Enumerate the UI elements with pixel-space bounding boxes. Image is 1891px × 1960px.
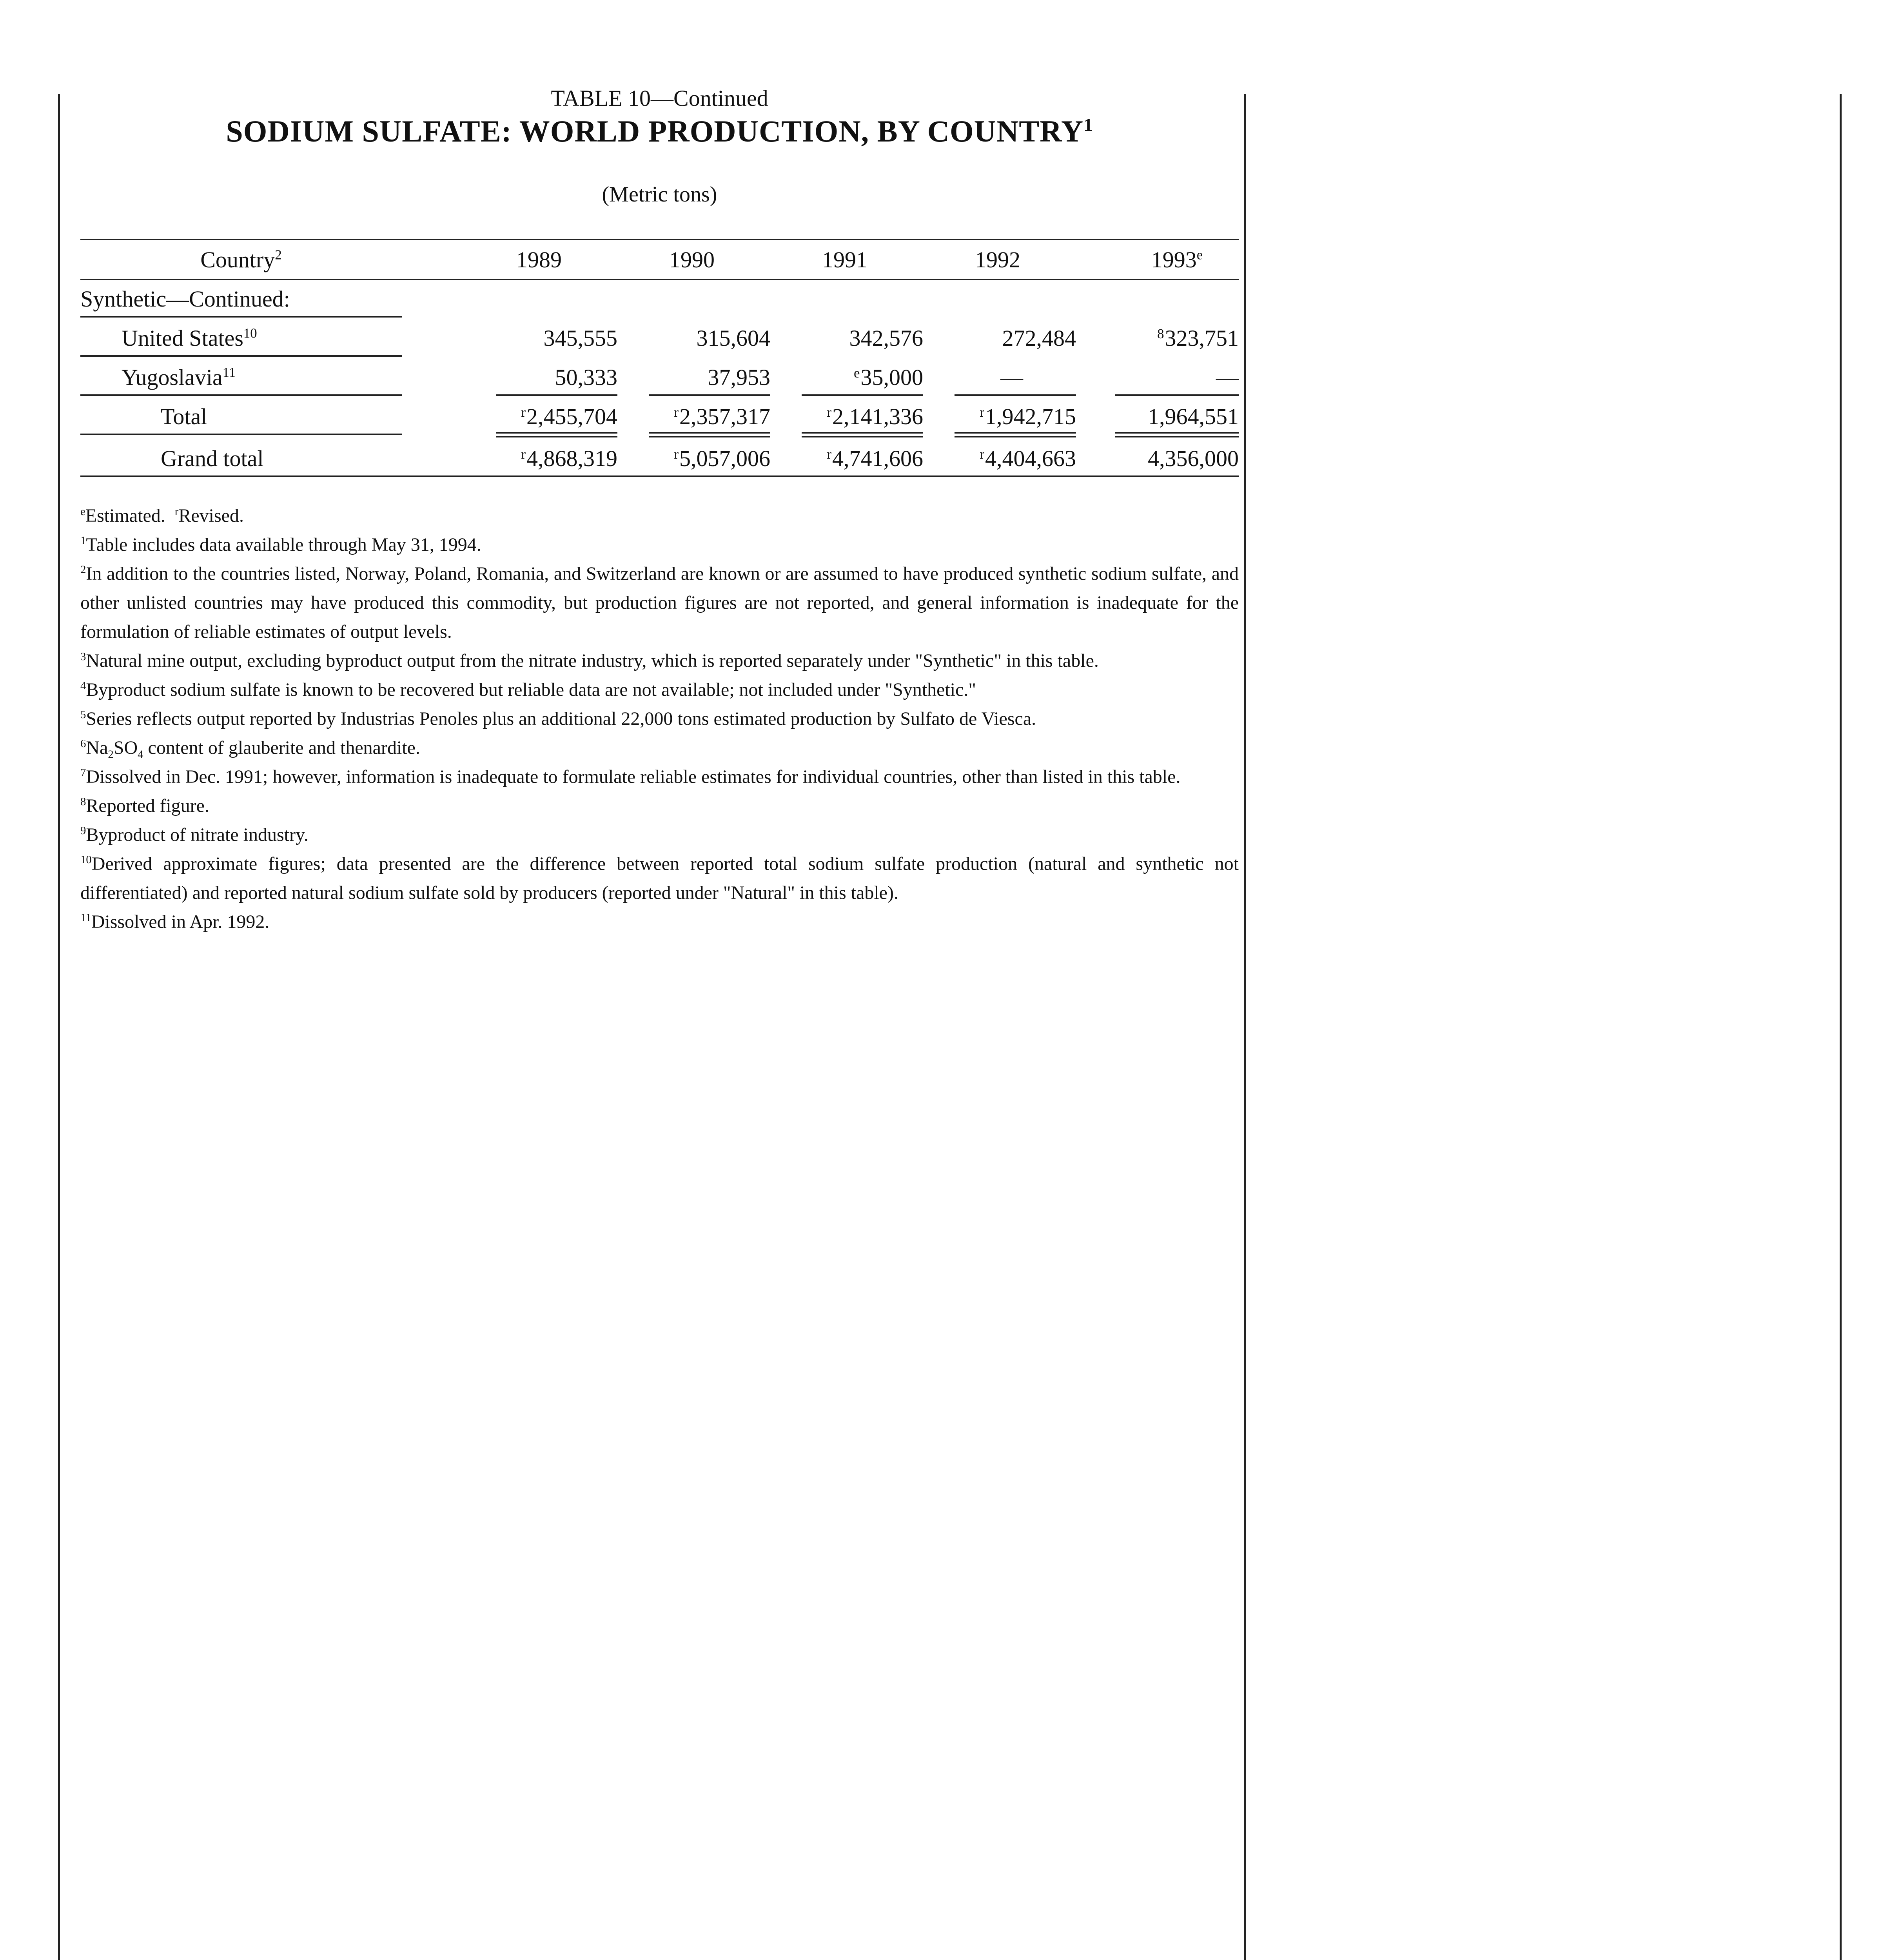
- value-mark: r: [827, 404, 831, 420]
- value-text: 1,942,715: [985, 404, 1076, 429]
- value-text: —: [1216, 365, 1239, 390]
- value-text: 4,741,606: [832, 446, 923, 471]
- value-text: 4,868,319: [526, 446, 617, 471]
- value-mark: r: [980, 404, 984, 420]
- row-underline: [80, 355, 402, 357]
- footnote-text: Derived approximate figures; data presented are the difference between reported total sodium sulfate production (natural and synthetic not differentiated) and reported natural sodium sulfate sold by producers (reported under "Natural" in this table).: [80, 853, 1239, 903]
- grand-total-rule: [1115, 436, 1239, 437]
- footnote: [80, 820, 1239, 849]
- footnote: [80, 559, 1239, 646]
- value-1990: [641, 324, 770, 356]
- footnote: [80, 646, 1239, 675]
- year-header-1990: 1990: [669, 247, 715, 272]
- footnote-number: 9: [80, 824, 86, 837]
- table-unit: (Metric tons): [602, 182, 717, 207]
- value-text: 50,333: [555, 365, 617, 390]
- country-header-footnote-ref: 2: [275, 247, 282, 263]
- data-table: [80, 239, 1239, 490]
- value-1993: [1100, 403, 1239, 434]
- footnote: [80, 530, 1239, 559]
- footnote-text: Byproduct of nitrate industry.: [86, 824, 309, 845]
- value-1991: [794, 403, 923, 434]
- row-underline: [80, 434, 402, 435]
- footnote-number: 5: [80, 708, 86, 721]
- section-label: Synthetic—Continued:: [80, 286, 290, 312]
- footnote-number: 8: [80, 795, 86, 808]
- footnote-number: 1: [80, 534, 86, 547]
- value-1992: [947, 363, 1076, 395]
- section-underline: [80, 316, 402, 318]
- table-number: TABLE 10—Continued: [551, 85, 768, 111]
- value-text: 35,000: [860, 365, 923, 390]
- value-mark: 8: [1157, 326, 1164, 341]
- value-text: 2,455,704: [526, 404, 617, 429]
- footnote-number: 2: [80, 563, 86, 576]
- value-text: 315,604: [696, 325, 770, 351]
- value-1991: [794, 363, 923, 395]
- table-bottom-rule: [80, 475, 1239, 477]
- footnote: [80, 704, 1239, 733]
- estimated-mark: e: [80, 505, 85, 518]
- footnote: [80, 733, 1239, 762]
- country-header-label: Country: [200, 247, 275, 272]
- value-text: 323,751: [1165, 325, 1239, 351]
- grand-total-rule: [649, 432, 770, 434]
- value-text: 4,356,000: [1148, 446, 1239, 471]
- footnote-number: 10: [80, 853, 92, 866]
- left-margin-rule: [58, 94, 60, 1960]
- formula-sub: 4: [138, 748, 143, 761]
- footnote-text: Dissolved in Dec. 1991; however, information is inadequate to formulate reliable estimates for individual countries, other than listed in this table.: [86, 766, 1181, 787]
- subtotal-rule: [802, 394, 923, 396]
- value-text: 2,357,317: [679, 404, 770, 429]
- country-name-text: United States: [122, 325, 243, 351]
- footnote: [80, 791, 1239, 820]
- value-text: 345,555: [543, 325, 617, 351]
- grand-total-rule: [955, 436, 1076, 437]
- total-label: Total: [161, 404, 207, 429]
- subtotal-rule: [1115, 394, 1239, 396]
- value-1989: [488, 363, 617, 395]
- footnote-number: 3: [80, 650, 86, 663]
- year-header-1991: 1991: [822, 247, 867, 272]
- subtotal-rule: [955, 394, 1076, 396]
- value-1989: [488, 403, 617, 434]
- value-mark: r: [521, 404, 526, 420]
- value-text: 1,964,551: [1148, 404, 1239, 429]
- footnote: [80, 762, 1239, 791]
- value-text: 5,057,006: [679, 446, 770, 471]
- value-text: 342,576: [849, 325, 923, 351]
- country-header: [80, 246, 402, 274]
- footnote-number: 4: [80, 679, 86, 692]
- value-1992: [947, 445, 1076, 476]
- footnote-text: content of glauberite and thenardite.: [143, 737, 420, 758]
- header-bottom-rule: [80, 279, 1239, 280]
- footnote-number: 6: [80, 737, 86, 750]
- value-1990: [641, 445, 770, 476]
- value-1989: [488, 445, 617, 476]
- value-1991: [794, 445, 923, 476]
- title-footnote-ref: 1: [1083, 115, 1093, 135]
- country-footnote-ref: 10: [243, 325, 257, 341]
- revised-text: Revised.: [178, 505, 244, 526]
- formula-so: SO: [113, 737, 138, 758]
- row-underline: [80, 394, 402, 396]
- value-1992: [947, 324, 1076, 356]
- value-mark: r: [674, 404, 679, 420]
- country-footnote-ref: 11: [222, 365, 236, 380]
- footnote-number: 11: [80, 911, 91, 924]
- column-divider-rule: [1244, 94, 1246, 1960]
- value-mark: e: [854, 365, 860, 381]
- footnote-text: In addition to the countries listed, Norway, Poland, Romania, and Switzerland are known or are assumed to have produced synthetic sodium sulfate, and other unlisted countries may have produced this commodity, but production figures are not reported, and general information is inadequate for the formulation of reliable estimates of output levels.: [80, 563, 1239, 642]
- value-text: —: [1000, 365, 1023, 390]
- footnote-text: Dissolved in Apr. 1992.: [91, 911, 270, 932]
- value-text: 4,404,663: [985, 446, 1076, 471]
- footnote-text: Table includes data available through May 31, 1994.: [86, 534, 481, 555]
- revised-mark: r: [174, 505, 179, 518]
- footnote-number: 7: [80, 766, 86, 779]
- value-1993: [1100, 324, 1239, 356]
- value-1990: [641, 363, 770, 395]
- table-top-rule: [80, 239, 1239, 240]
- year-header-1992: 1992: [975, 247, 1020, 272]
- footnote-text: Series reflects output reported by Industrias Penoles plus an additional 22,000 tons estimated production by Sulfato de Viesca.: [86, 708, 1036, 729]
- formula-na: Na: [86, 737, 108, 758]
- table-section: [80, 84, 1239, 936]
- footnote: [80, 849, 1239, 907]
- value-1989: [488, 324, 617, 356]
- formula-sub: 2: [108, 748, 114, 761]
- footnote: [80, 907, 1239, 936]
- footnote-legend: [80, 501, 1239, 530]
- value-mark: r: [827, 446, 831, 462]
- country-name: [122, 363, 236, 392]
- grand-total-rule: [649, 436, 770, 437]
- value-mark: r: [980, 446, 984, 462]
- grand-total-rule: [496, 436, 617, 437]
- value-1993: [1100, 363, 1239, 395]
- value-mark: r: [674, 446, 679, 462]
- grand-total-rule: [1115, 432, 1239, 434]
- value-1993: [1100, 445, 1239, 476]
- year-header-1989: 1989: [516, 247, 562, 272]
- year-header-1993-label: 1993: [1151, 247, 1197, 272]
- value-1992: [947, 403, 1076, 434]
- footnote-text: Reported figure.: [86, 795, 209, 816]
- value-text: 272,484: [1002, 325, 1076, 351]
- table-title: [80, 113, 1239, 150]
- value-1990: [641, 403, 770, 434]
- subtotal-rule: [649, 394, 770, 396]
- footnote-text: Byproduct sodium sulfate is known to be recovered but reliable data are not available; not included under "Synthetic.": [86, 679, 976, 700]
- grand-total-rule: [955, 432, 1076, 434]
- value-mark: r: [521, 446, 526, 462]
- value-1991: [794, 324, 923, 356]
- grand-total-rule: [802, 432, 923, 434]
- estimated-text: Estimated.: [85, 505, 165, 526]
- footnotes: [80, 501, 1239, 936]
- estimated-mark: e: [1196, 247, 1203, 263]
- table-title-text: SODIUM SULFATE: WORLD PRODUCTION, BY COUNTRY: [226, 114, 1084, 148]
- year-header-1993: [1115, 246, 1239, 274]
- country-name-text: Yugoslavia: [122, 365, 223, 390]
- grand-total-rule: [496, 432, 617, 434]
- grand-total-label: Grand total: [161, 446, 264, 471]
- right-margin-rule: [1840, 94, 1842, 1960]
- value-text: 2,141,336: [832, 404, 923, 429]
- country-name: [122, 324, 257, 352]
- footnote: [80, 675, 1239, 704]
- grand-total-rule: [802, 436, 923, 437]
- footnote-text: Natural mine output, excluding byproduct output from the nitrate industry, which is reported separately under "Synthetic" in this table.: [86, 650, 1099, 671]
- subtotal-rule: [496, 394, 617, 396]
- value-text: 37,953: [708, 365, 770, 390]
